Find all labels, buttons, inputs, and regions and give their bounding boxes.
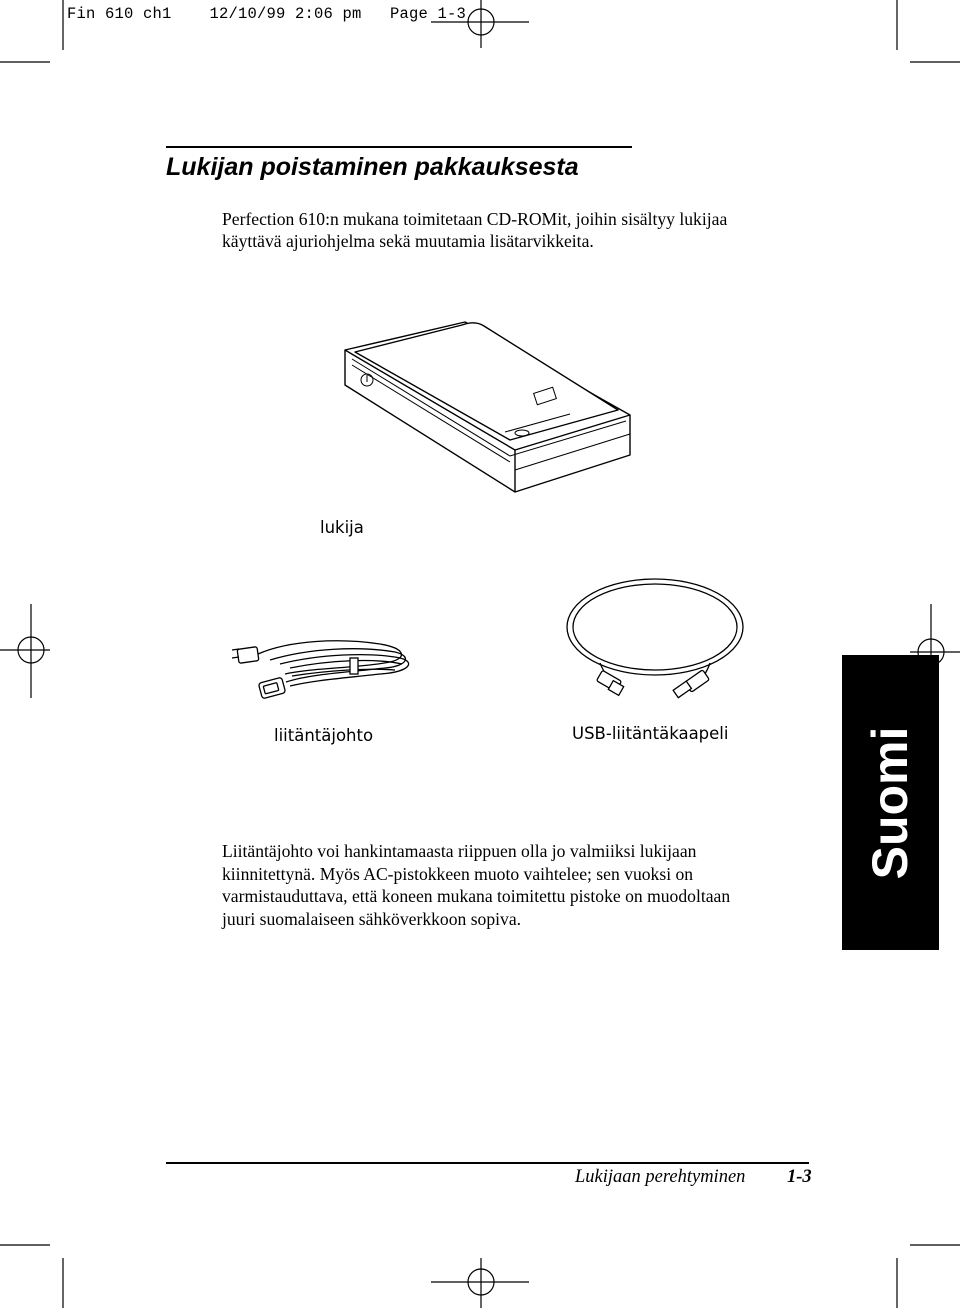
footer-page-number: 1-3 (787, 1167, 812, 1187)
intro-line: Perfection 610:n mukana toimitetaan CD-ROMit, joihin sisältyy lukijaa (222, 209, 728, 229)
note-line: juuri suomalaiseen sähköverkkoon sopiva. (222, 908, 522, 929)
footer-chapter-title: Lukijaan perehtyminen (575, 1167, 746, 1187)
registration-target-top (431, 0, 529, 48)
usb-cable-caption: USB-liitäntäkaapeli (572, 724, 729, 743)
scanner-caption: lukija (320, 518, 364, 537)
footer-rule (166, 1162, 809, 1164)
intro-paragraph (222, 208, 822, 252)
page-title: Lukijan poistaminen pakkauksesta (166, 153, 579, 181)
title-rule (166, 146, 632, 148)
language-tab-label: Suomi (862, 726, 918, 880)
language-tab (842, 655, 939, 950)
print-slug: Fin 610 ch1 12/10/99 2:06 pm Page 1-3 (67, 5, 467, 23)
power-cord-caption: liitäntäjohto (274, 726, 374, 745)
note-paragraph (222, 840, 822, 930)
usb-cable-illustration (560, 575, 750, 705)
scanner-illustration (330, 310, 650, 500)
power-cord-illustration (230, 630, 420, 710)
note-line: varmistauduttava, että koneen mukana toimitettu pistoke on muodoltaan (222, 886, 731, 906)
intro-line: käyttävä ajuriohjelma sekä muutamia lisätarvikkeita. (222, 231, 594, 251)
note-line: Liitäntäjohto voi hankintamaasta riippuen olla jo valmiiksi lukijaan (222, 841, 697, 861)
note-line: kiinnitettynä. Myös AC-pistokkeen muoto vaihtelee; sen vuoksi on (222, 863, 694, 884)
